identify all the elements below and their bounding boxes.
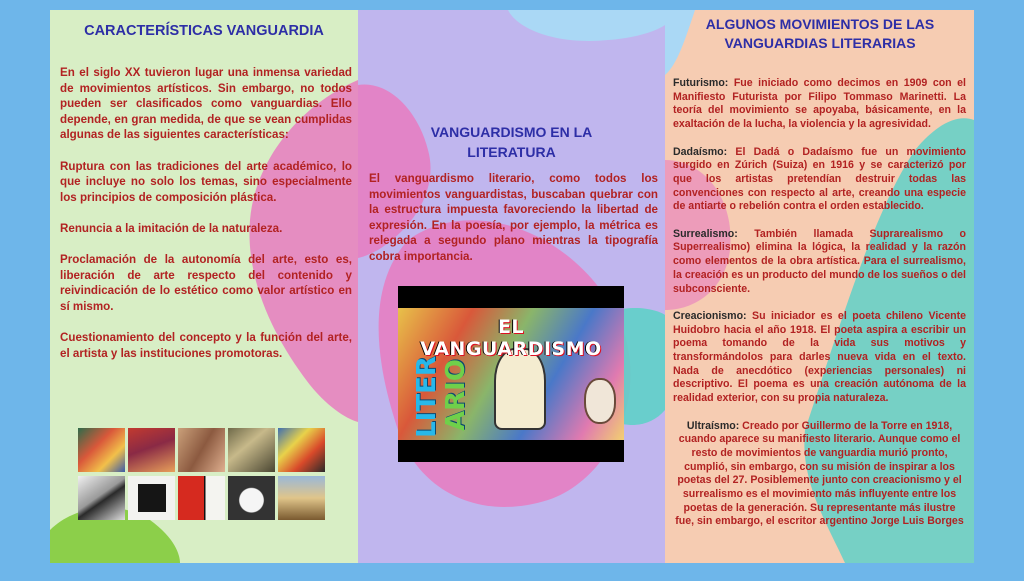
artwork-thumbnail	[278, 428, 325, 472]
poster-title: EL VANGUARDISMO	[420, 316, 602, 360]
artwork-thumbnail	[78, 476, 125, 520]
movement-description: Fue iniciado como decimos en 1909 con el Manifiesto Futurista por Filipo Tommaso Marinetti. La teoría del movimiento se apoyaba, básicamente, en la exaltación de la lucha, la violencia y la agresividad.	[673, 77, 966, 131]
panel-caracteristicas	[50, 10, 358, 563]
artwork-thumbnail	[78, 428, 125, 472]
poster-face	[584, 378, 616, 424]
movement-term: Dadaísmo:	[673, 145, 728, 158]
artwork-thumbnail	[178, 476, 225, 520]
movement-entry	[673, 146, 966, 215]
movement-term: Ultraísmo:	[686, 419, 740, 432]
panel1-text	[60, 65, 352, 377]
movement-entry	[673, 310, 966, 406]
movement-entry	[673, 228, 966, 297]
artwork-thumbnail	[228, 476, 275, 520]
artwork-thumbnail	[178, 428, 225, 472]
panel-vanguardismo-literatura	[358, 10, 665, 563]
poster-lit-1: LITER	[411, 356, 442, 438]
bottom-bar	[0, 563, 1024, 581]
movement-entry	[673, 77, 966, 132]
panel3-title: ALGUNOS MOVIMIENTOS DE LAS VANGUARDIAS LITERARIAS	[705, 16, 935, 51]
paragraph: Renuncia a la imitación de la naturaleza.	[60, 221, 283, 235]
movement-description: El Dadá o Dadaísmo fue un movimiento surgido en Zúrich (Suiza) en 1916 y se caracterizó por que los artistas pretendían destruir todas las convenciones con respecto al arte, creando una especie de antiarte o rebelión contra el orden establecido.	[673, 145, 966, 213]
panel2-title: VANGUARDISMO EN LA LITERATURA	[430, 124, 593, 160]
poster-figure	[494, 348, 546, 430]
movement-term: Surrealismo:	[673, 227, 738, 240]
movement-description: También llamada Suprarealismo o Superrealismo) elimina la lógica, la realidad y la razón como elementos de la obra artística. Para el surrealismo, la creación es un producto del mundo de los sueños o del subconsciente.	[673, 227, 966, 295]
paragraph: En el siglo XX tuvieron lugar una inmensa variedad de movimientos artísticos. Sin embargo, no todos pueden ser clasificados como vanguardias. Ello depende, en gran medida, de que se vean cumplidas algunas de las siguientes características:	[60, 66, 352, 142]
panel-movimientos	[665, 10, 974, 563]
paragraph: Cuestionamiento del concepto y la función del arte, el artista y las instituciones promotoras.	[60, 331, 352, 360]
movement-entry	[673, 420, 966, 530]
paragraph: Proclamación de la autonomía del arte, esto es, liberación de arte respecto del contenido y reivindicación de lo estético como valor artístico en sí mismo.	[60, 253, 352, 313]
poster-lit-2: ARIO	[440, 359, 471, 431]
artwork-thumbnail	[128, 476, 175, 520]
artwork-gallery	[78, 428, 328, 520]
movement-term: Futurismo:	[673, 77, 729, 89]
movement-term: Creacionismo:	[673, 309, 747, 322]
panel1-title: CARACTERÍSTICAS VANGUARDIA	[84, 23, 324, 39]
panel2-text: El vanguardismo literario, como todos los movimientos vanguardistas, buscaban quebrar con la estructura impuesta favoreciendo la libertad de expresión. En la poesía, por ejemplo, la métrica es relegada a segundo plano mientras la tipografía cobra importancia.	[369, 172, 658, 263]
movement-description: Creado por Guillermo de la Torre en 1918, cuando aparece su manifiesto literario. Aunque como el resto de movimientos de vanguardia murió pronto, cumplió, sin embargo, con su misión de inspirar a los poetas del 27. Posiblemente junto con creacionismo y el surrealismo es el movimiento más influyente entre los poetas de la generación. Su representante más ilustre fue, sin embargo, el escritor argentino Jorge Luis Borges	[675, 419, 964, 528]
artwork-thumbnail	[128, 428, 175, 472]
panel3-text	[673, 77, 966, 543]
movement-description: Su iniciador es el poeta chileno Vicente Huidobro hacia el año 1918. El poeta aspira a escribir un poema tomando de la vida sus motivos y transformándolos para darles nueva vida en el texto. Nada de anecdótico (experiencias personales) ni descriptivo. El poema es una creación autónoma de la realidad exterior, con su propia naturaleza.	[673, 309, 966, 405]
paragraph: Ruptura con las tradiciones del arte académico, lo que incluye no solo los temas, sino especialmente los principios de composición plástica.	[60, 159, 352, 204]
vanguardismo-poster	[398, 286, 624, 462]
artwork-thumbnail	[228, 428, 275, 472]
artwork-thumbnail	[278, 476, 325, 520]
